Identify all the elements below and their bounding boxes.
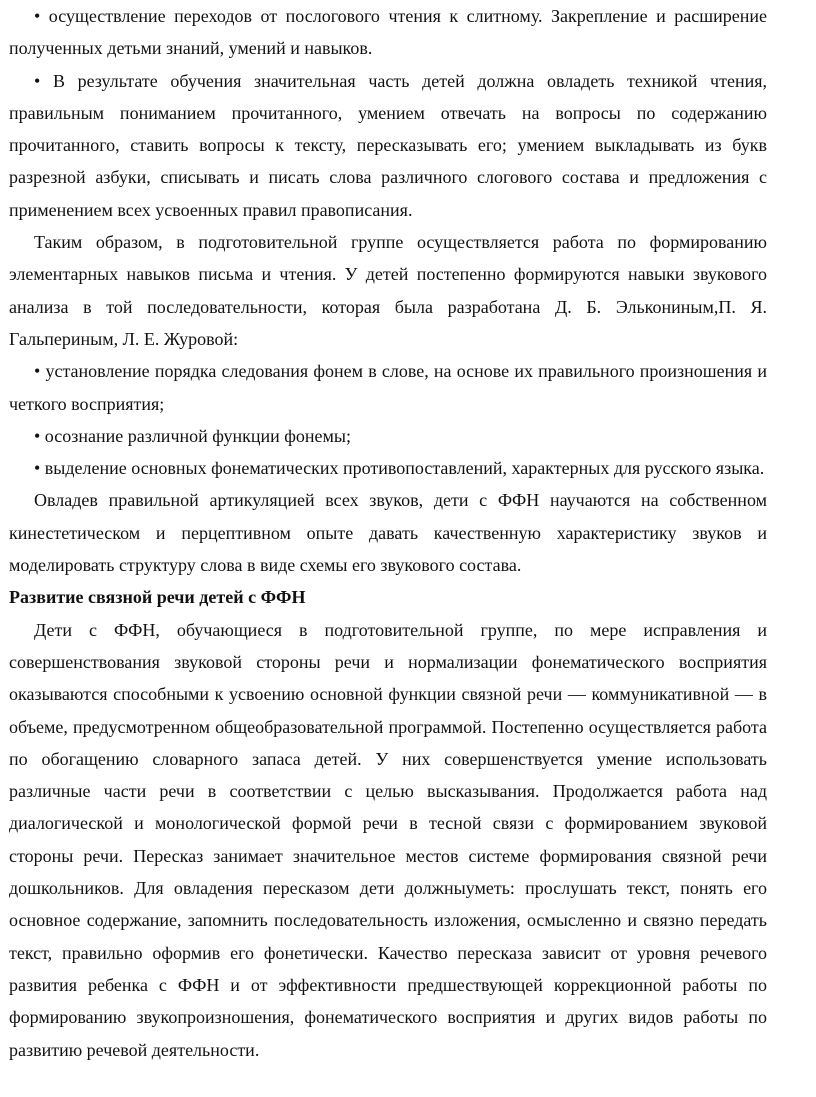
paragraph-sound-analysis: Таким образом, в подготовительной группе осуществляется работа по формированию элементарных навыков письма и чтения. У детей постепенно формируются навыки звукового анализа в той последовательности, которая была разработана Д. Б. Элькониным,П. Я. Гальпериным, Л. Е. Журовой: — [9, 232, 767, 349]
document-page — [9, 0, 767, 1066]
bullet-paragraph-phonematic-contrasts: • выделение основных фонематических противопоставлений, характерных для русского языка. — [34, 458, 765, 479]
bullet-paragraph-phoneme-function: • осознание различной функции фонемы; — [34, 425, 352, 446]
paragraph-coherent-speech: Дети с ФФН, обучающиеся в подготовительной группе, по мере исправления и совершенствования звуковой стороны речи и нормализации фонематического восприятия оказываются способными к усвоению основной функции связной речи — коммуникативной — в объеме, предусмотренном общеобразовательной программой. Постепенно осуществляется работа по обогащению словарного запаса детей. У них совершенствуется умение использовать различные части речи в соответствии с целью высказывания. Продолжается работа над диалогической и монологической формой речи в тесной связи с формированием звуковой стороны речи. Пересказ занимает значительное местов системе формирования связной речи дошкольников. Для овладения пересказом дети должныуметь: прослушать текст, понять его основное содержание, запомнить последовательность изложения, осмысленно и связно передать текст, правильно оформив его фонетически. Качество пересказа зависит от уровня речевого развития ребенка с ФФН и от эффективности предшествующей коррекционной работы по формированию звукопроизношения, фонематического восприятия и других видов работы по развитию речевой деятельности. — [9, 619, 767, 1060]
bullet-paragraph-reading-transition: • осуществление переходов от послогового чтения к слитному. Закрепление и расширение полученных детьми знаний, умений и навыков. — [9, 6, 767, 59]
bullet-paragraph-phoneme-order: • установление порядка следования фонем в слове, на основе их правильного произношения и четкого восприятия; — [9, 361, 767, 414]
bullet-paragraph-learning-results: • В результате обучения значительная часть детей должна овладеть техникой чтения, правильным пониманием прочитанного, умением отвечать на вопросы по содержанию прочитанного, ставить вопросы к тексту, пересказывать его; умением выкладывать из букв разрезной азбуки, списывать и писать слова различного слогового состава и предложения с применением всех усвоенных правил правописания. — [9, 70, 767, 220]
paragraph-articulation: Овладев правильной артикуляцией всех звуков, дети с ФФН научаются на собственном кинестетическом и перцептивном опыте давать качественную характеристику звуков и моделировать структуру слова в виде схемы его звукового состава. — [9, 490, 767, 576]
section-heading: Развитие связной речи детей с ФФН — [9, 587, 306, 608]
